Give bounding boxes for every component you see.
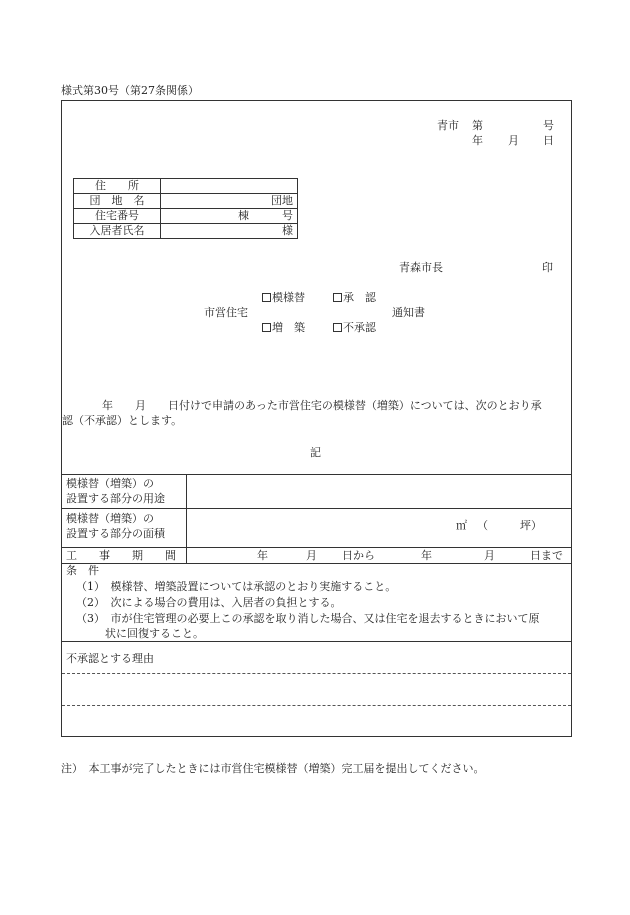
ki-mark: 記 [310,446,321,459]
remodel-checkbox[interactable] [262,293,271,302]
purpose-label-1: 模様替（増築）の [66,477,154,490]
divider [61,547,572,548]
period-year-2: 年 [421,549,432,562]
condition-item-3: （3） 市が住宅管理の必要上この承認を取り消した場合、又は住宅を退去するときにおいて原 [76,612,540,625]
title-suffix: 通知書 [392,306,425,319]
condition-item-1: （1） 模様替、増築設置については承認のとおり実施すること。 [76,580,397,593]
period-month-2: 月 [484,549,495,562]
doc-prefix: 青市 [437,119,459,132]
area-paren-open: （ [477,519,488,532]
dashed-divider [62,673,571,674]
addressee-table [73,178,298,239]
house-number-label: 住宅番号 [74,209,161,224]
date-year: 年 [472,134,483,147]
title-prefix: 市営住宅 [204,306,248,319]
purpose-label-2: 設置する部分の用途 [66,492,165,505]
divider [61,474,572,475]
table-row [74,224,298,239]
disapprove-checkbox[interactable] [333,323,342,332]
period-year-1: 年 [257,549,268,562]
area-label-1: 模様替（増築）の [66,512,154,525]
area-unit: ㎡ [456,519,467,532]
address-label: 住 所 [74,179,161,194]
footnote: 注） 本工事が完了したときには市営住宅模様替（増築）完工届を提出してください。 [61,762,485,775]
mayor-title: 青森市長 [399,261,443,274]
reason-label: 不承認とする理由 [66,652,154,665]
seal-mark: 印 [542,261,553,274]
divider [61,508,572,509]
table-row [74,194,298,209]
table-row [74,179,298,194]
condition-item-3-cont: 状に回復すること。 [105,627,204,640]
period-month-1: 月 [306,549,317,562]
divider [61,563,572,564]
dashed-divider [62,705,571,706]
tenant-name-label: 入居者氏名 [74,224,161,239]
approve-option: 承 認 [333,291,376,304]
body-line-2: 認（不承認）とします。 [62,414,183,427]
divider [61,641,572,642]
complex-label: 団 地 名 [74,194,161,209]
period-to: 日まで [530,549,563,562]
disapprove-option: 不承認 [333,321,376,334]
area-tsubo: 坪） [520,519,542,532]
column-divider [186,474,187,563]
area-label-2: 設置する部分の面積 [66,527,165,540]
period-label: 工 事 期 間 [66,549,176,562]
tenant-name-value: 様 [161,224,298,239]
conditions-heading: 条 件 [66,564,99,577]
doc-dai: 第 [472,119,483,132]
body-line-1: 年 月 日付けで申請のあった市営住宅の模様替（増築）については、次のとおり承 [102,399,542,412]
complex-value: 団地 [161,194,298,209]
extension-checkbox[interactable] [262,323,271,332]
address-value [161,179,298,194]
date-month: 月 [508,134,519,147]
approve-checkbox[interactable] [333,293,342,302]
date-day: 日 [543,134,554,147]
doc-go: 号 [543,119,554,132]
table-row [74,209,298,224]
remodel-option: 模様替 [262,291,305,304]
extension-option: 増 築 [262,321,305,334]
form-number: 様式第30号（第27条関係） [61,84,199,97]
condition-item-2: （2） 次による場合の費用は、入居者の負担とする。 [76,596,342,609]
house-number-value: 棟 号 [161,209,298,224]
period-from: 日から [342,549,375,562]
